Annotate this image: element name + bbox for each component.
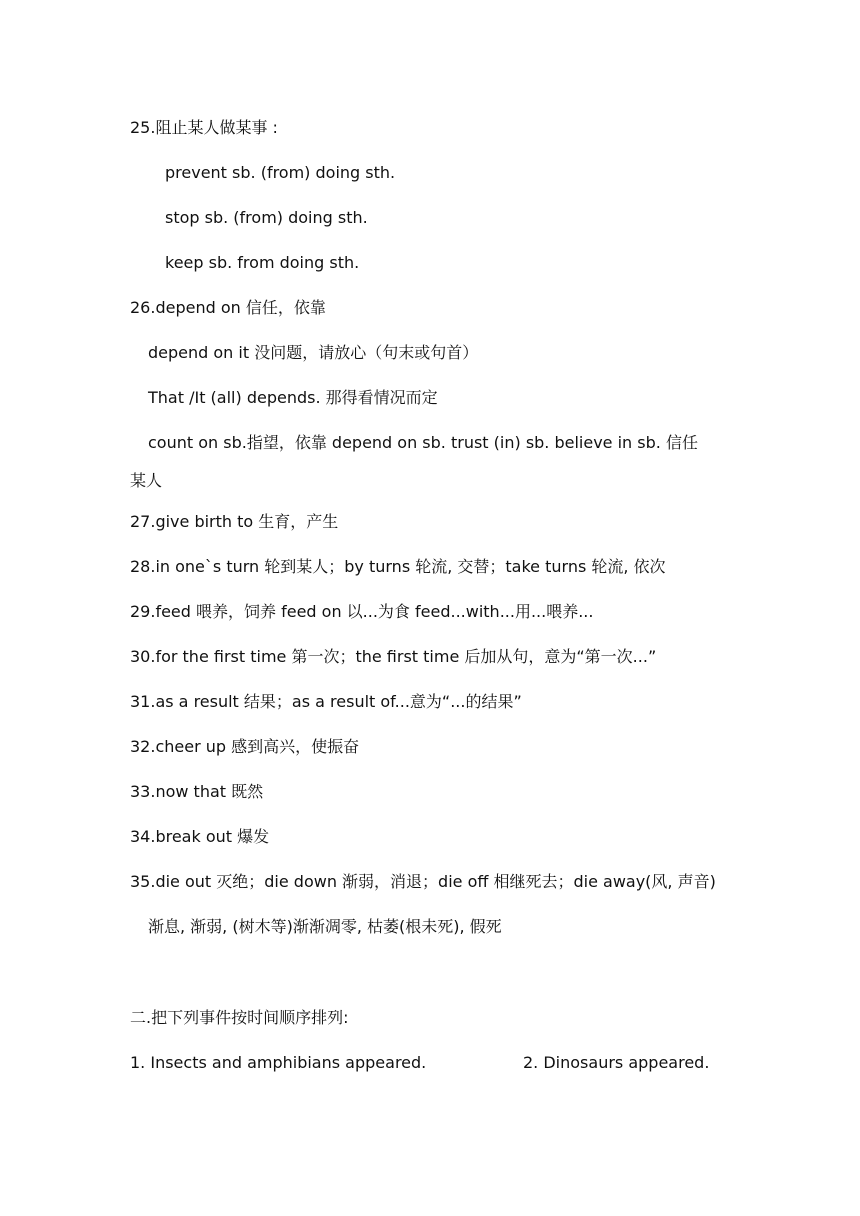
item-31: 31.as a result 结果；as a result of...意为“...的结果” — [130, 692, 522, 711]
item-26-it-depends: That /It (all) depends. 那得看情况而定 — [148, 388, 438, 407]
item-25-phrase-prevent: prevent sb. (from) doing sth. — [165, 163, 396, 182]
item-30: 30.for the first time 第一次；the first time 后加从句，意为“第一次...” — [130, 647, 657, 666]
item-34: 34.break out 爆发 — [130, 827, 270, 846]
event-2: 2. Dinosaurs appeared. — [523, 1053, 710, 1072]
item-32: 32.cheer up 感到高兴，使振奋 — [130, 737, 360, 756]
item-35: 35.die out 灭绝；die down 渐弱，消退；die off 相继死去；die away(风, 声音) — [130, 872, 716, 891]
item-27: 27.give birth to 生育，产生 — [130, 512, 339, 531]
item-25-phrase-stop: stop sb. (from) doing sth. — [165, 208, 368, 227]
item-33: 33.now that 既然 — [130, 782, 264, 801]
item-26-heading: 26.depend on 信任，依靠 — [130, 298, 326, 317]
item-26-count-on-wrap: 某人 — [130, 471, 163, 490]
item-28: 28.in one`s turn 轮到某人；by turns 轮流, 交替；take turns 轮流, 依次 — [130, 557, 666, 576]
section-2-heading: 二.把下列事件按时间顺序排列: — [130, 1008, 349, 1027]
item-35-wrap: 渐息, 渐弱, (树木等)渐渐凋零, 枯萎(根未死), 假死 — [148, 917, 502, 936]
item-25-heading: 25.阻止某人做某事 : — [130, 118, 278, 137]
item-29: 29.feed 喂养，饲养 feed on 以...为食 feed...with...用...喂养... — [130, 602, 594, 621]
item-25-phrase-keep: keep sb. from doing sth. — [165, 253, 360, 272]
event-1: 1. Insects and amphibians appeared. — [130, 1053, 427, 1072]
item-26-depend-on-it: depend on it 没问题，请放心（句末或句首） — [148, 343, 479, 362]
item-26-count-on: count on sb.指望，依靠 depend on sb. trust (in) sb. believe in sb. 信任 — [148, 433, 698, 452]
